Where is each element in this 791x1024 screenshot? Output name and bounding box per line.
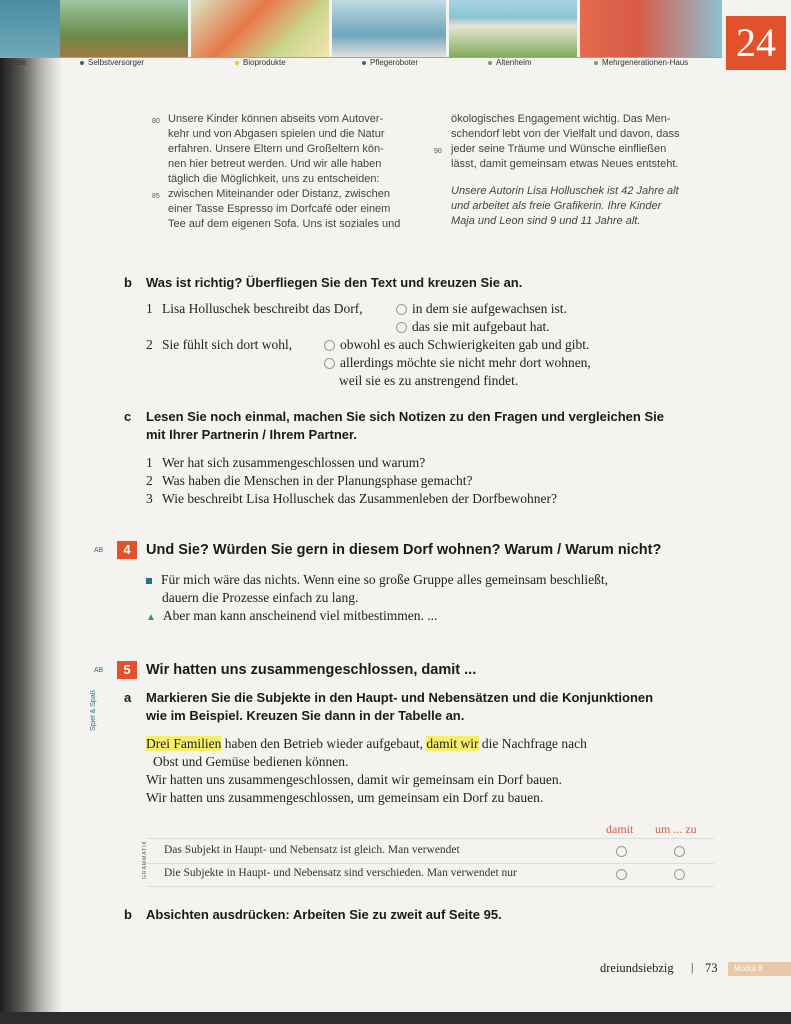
- bullet-icon: [594, 61, 598, 65]
- table-row-text: Die Subjekte in Haupt- und Nebensatz sind verschieden. Man verwendet nur: [164, 867, 517, 879]
- table-header-damit: damit: [606, 822, 634, 836]
- checkbox-circle-icon[interactable]: [396, 322, 407, 333]
- line-number: 85: [152, 193, 160, 200]
- header-image-bioprodukte: [191, 0, 332, 58]
- workbook-reference: AB: [94, 667, 104, 674]
- checkbox-circle-icon[interactable]: [396, 304, 407, 315]
- answer-option[interactable]: allerdings möchte sie nicht mehr dort wohnen,: [324, 355, 591, 371]
- checkbox-circle-icon[interactable]: [616, 869, 627, 880]
- header-image-pflegeroboter: [332, 0, 449, 58]
- table-header-um-zu: um ... zu: [655, 822, 697, 836]
- task-5a-instruction: Markieren Sie die Subjekte in den Haupt- und Nebensätzen und die Konjunktionen: [146, 690, 654, 705]
- page-number: 73: [705, 961, 718, 975]
- answer-option[interactable]: obwohl es auch Schwierigkeiten gab und gibt.: [324, 337, 589, 353]
- text-line: Tee auf dem eigenen Sofa. Uns ist soziales und: [168, 218, 401, 230]
- question-stem: Lisa Holluschek beschreibt das Dorf,: [162, 301, 363, 316]
- opinion-line: ▲ Aber man kann anscheinend viel mitbestimmen. ...: [146, 608, 438, 623]
- checkbox-circle-icon[interactable]: [324, 358, 335, 369]
- text-line: zwischen Miteinander oder Distanz, zwischen: [168, 188, 390, 200]
- bullet-icon: [80, 61, 84, 65]
- task-c-instruction: mit Ihrer Partnerin / Ihrem Partner.: [146, 427, 357, 442]
- side-label: Spiel & Spaß: [90, 690, 97, 731]
- question-text: Wie beschreibt Lisa Holluschek das Zusammenleben der Dorfbewohner?: [162, 491, 557, 506]
- task-letter: b: [124, 907, 132, 922]
- chapter-number: 24: [726, 16, 786, 70]
- text-line: schendorf lebt von der Vielfalt und davon, dass: [451, 128, 680, 140]
- task-number-badge: 5: [117, 661, 137, 679]
- task-b-instruction: Was ist richtig? Überfliegen Sie den Text und kreuzen Sie an.: [146, 275, 523, 290]
- bullet-icon: [362, 61, 366, 65]
- header-image-altenheim: [449, 0, 580, 58]
- checkbox-circle-icon[interactable]: [674, 846, 685, 857]
- nav-topic-altenheim: Altenheim: [488, 58, 532, 67]
- answer-option[interactable]: das sie mit aufgebaut hat.: [396, 319, 550, 335]
- task-number-badge: 4: [117, 541, 137, 559]
- highlight-subject: Drei Familien: [146, 736, 222, 751]
- checkbox-circle-icon[interactable]: [674, 869, 685, 880]
- question-stem: Sie fühlt sich dort wohl,: [162, 337, 293, 352]
- task-5-title: Wir hatten uns zusammengeschlossen, damit ...: [146, 662, 477, 678]
- table-row: [146, 838, 714, 864]
- task-c-instruction: Lesen Sie noch einmal, machen Sie sich Notizen zu den Fragen und vergleichen Sie: [146, 409, 664, 424]
- question-text: Wer hat sich zusammengeschlossen und warum?: [162, 455, 426, 470]
- question-number: 3: [146, 491, 153, 506]
- author-line: Maja und Leon sind 9 und 11 Jahre alt.: [451, 215, 641, 227]
- opinion-line: dauern die Prozesse einfach zu lang.: [162, 590, 359, 605]
- text-line: erfahren. Unsere Eltern und Großeltern kön-: [168, 143, 384, 155]
- highlight-conjunction: damit wir: [426, 736, 479, 751]
- page-word: dreiundsiebzig: [600, 961, 674, 975]
- example-sentence: Drei Familien haben den Betrieb wieder aufgebaut, damit wir die Nachfrage nach: [146, 736, 587, 751]
- nav-topic-mehrgenerationen: Mehrgenerationen-Haus: [594, 58, 688, 67]
- question-number: 2: [146, 473, 153, 488]
- task-5a-instruction: wie im Beispiel. Kreuzen Sie dann in der Tabelle an.: [146, 708, 465, 723]
- question-number: 1: [146, 455, 153, 470]
- text-line: jeder seine Träume und Wünsche einfließen: [451, 143, 667, 155]
- line-number: 90: [434, 148, 442, 155]
- text-column-left: [168, 112, 428, 232]
- task-4-title: Und Sie? Würden Sie gern in diesem Dorf wohnen? Warum / Warum nicht?: [146, 542, 662, 558]
- grammar-label: GRAMMATIK: [142, 840, 148, 879]
- author-line: Unsere Autorin Lisa Holluschek ist 42 Jahre alt: [451, 185, 679, 197]
- nav-topic-selbstversorger: Selbstversorger: [80, 58, 144, 67]
- workbook-reference: AB: [94, 547, 104, 554]
- task-5b-instruction: Absichten ausdrücken: Arbeiten Sie zu zweit auf Seite 95.: [146, 907, 502, 922]
- answer-option-continued: weil sie es zu anstrengend findet.: [339, 373, 519, 388]
- text-line: nen hier betreut werden. Und wir alle haben: [168, 158, 382, 170]
- nav-topic-extreme: xtreme: [2, 58, 27, 67]
- text-line: Unsere Kinder können abseits vom Autover-: [168, 113, 384, 125]
- author-line: und arbeitet als freie Grafikerin. Ihre Kinder: [451, 200, 662, 212]
- square-bullet-icon: [146, 578, 152, 584]
- text-line: kehr und von Abgasen spielen und die Natur: [168, 128, 385, 140]
- answer-option[interactable]: in dem sie aufgewachsen ist.: [396, 301, 567, 317]
- text-line: einer Tasse Espresso im Dorfcafé oder einem: [168, 203, 391, 215]
- text-column-right: [451, 112, 721, 229]
- task-letter: a: [124, 690, 132, 705]
- question-text: Was haben die Menschen in der Planungsphase gemacht?: [162, 473, 473, 488]
- page-separator: |: [691, 960, 694, 974]
- nav-topic-bioprodukte: Bioprodukte: [235, 58, 286, 67]
- task-letter: c: [124, 409, 132, 424]
- header-image-extreme: [0, 0, 63, 58]
- bottom-edge: [0, 1012, 791, 1024]
- bullet-icon: [235, 61, 239, 65]
- question-number: 1: [146, 301, 153, 316]
- table-row: [146, 862, 714, 887]
- task-letter: b: [124, 275, 132, 290]
- header-image-selbstversorger: [60, 0, 191, 58]
- example-sentence: Wir hatten uns zusammengeschlossen, um gemeinsam ein Dorf zu bauen.: [146, 790, 544, 805]
- bullet-icon: [488, 61, 492, 65]
- opinion-line: Für mich wäre das nichts. Wenn eine so große Gruppe alles gemeinsam beschließt,: [146, 572, 608, 588]
- text-line: ökologisches Engagement wichtig. Das Men-: [451, 113, 671, 125]
- triangle-bullet-icon: ▲: [146, 612, 156, 623]
- header-image-mehrgenerationen: [580, 0, 722, 58]
- question-number: 2: [146, 337, 153, 352]
- checkbox-circle-icon[interactable]: [324, 340, 335, 351]
- page-binding-shadow: [0, 0, 62, 1024]
- nav-topic-pflegeroboter: Pflegeroboter: [362, 58, 418, 67]
- checkbox-circle-icon[interactable]: [616, 846, 627, 857]
- example-sentence: Obst und Gemüse bedienen können.: [153, 754, 349, 769]
- text-line: täglich die Möglichkeit, uns zu entscheiden:: [168, 173, 380, 185]
- text-line: lässt, damit gemeinsam etwas Neues entsteht.: [451, 158, 679, 170]
- example-sentence: Wir hatten uns zusammengeschlossen, damit wir gemeinsam ein Dorf bauen.: [146, 772, 562, 787]
- table-row-text: Das Subjekt in Haupt- und Nebensatz ist gleich. Man verwendet: [164, 844, 460, 856]
- module-tab: Modul 8: [728, 962, 791, 976]
- line-number: 80: [152, 118, 160, 125]
- header-image-strip: [0, 0, 722, 58]
